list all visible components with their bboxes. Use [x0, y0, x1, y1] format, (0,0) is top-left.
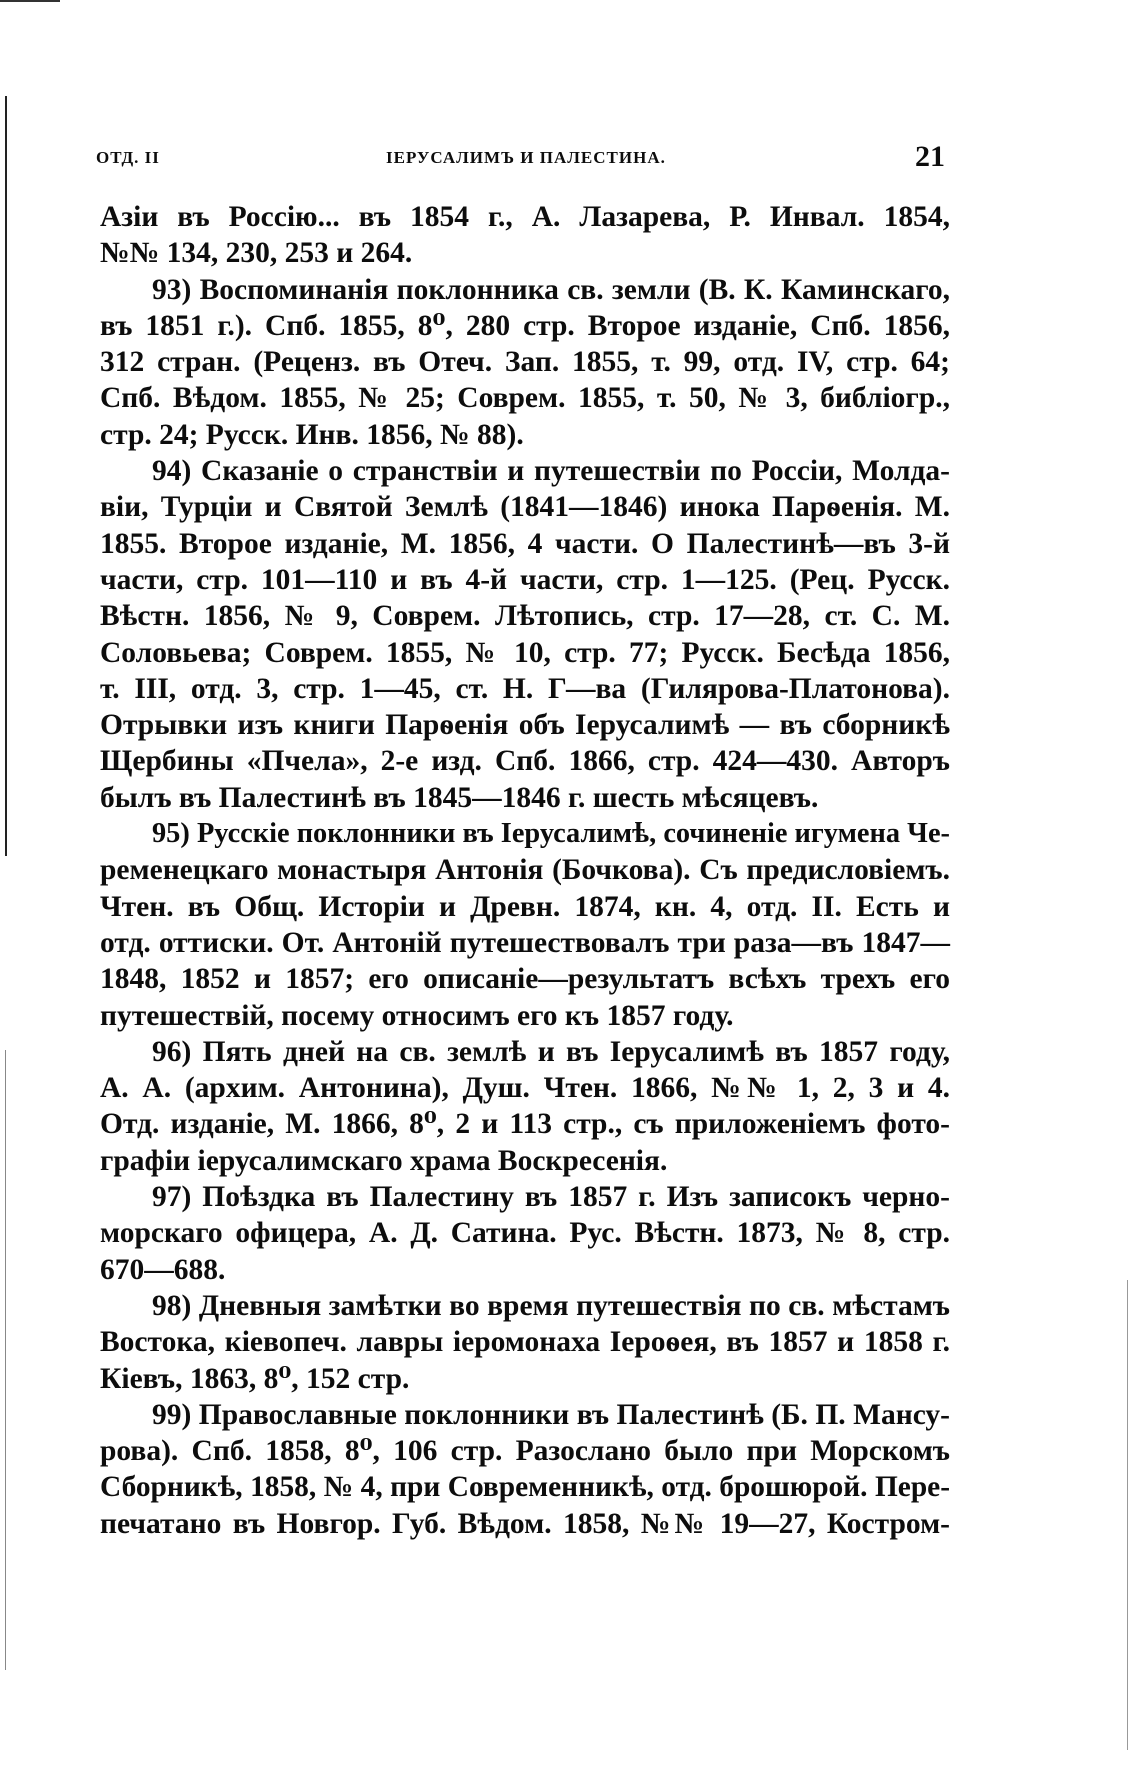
text-line: А. А. (архим. Антонина), Душ. Чтен. 1866, №№ 1, 2, 3 и 4. — [100, 1072, 950, 1105]
text-line: Соловьева; Соврем. 1855, № 10, стр. 77; Русск. Бесѣда 1856, — [100, 636, 950, 669]
scan-edge-mark-right — [1127, 1280, 1128, 1750]
text-line: Отрывки изъ книги Парѳенія объ Іерусалимѣ — въ сборникѣ — [100, 709, 950, 742]
text-line: 1848, 1852 и 1857; его описаніе—результатъ всѣхъ трехъ его — [100, 963, 950, 996]
text-line: №№ 134, 230, 253 и 264. — [100, 237, 413, 270]
text-line: віи, Турціи и Святой Землѣ (1841—1846) инока Парѳенія. М. — [100, 491, 950, 524]
scan-edge-mark-left — [5, 96, 7, 856]
text-line: отд. оттиски. От. Антоній путешествовалъ три раза—въ 1847— — [100, 926, 950, 959]
text-line: Отд. изданіе, М. 1866, 8⁰, 2 и 113 стр., съ приложеніемъ фото- — [100, 1108, 950, 1141]
text-line: рова). Спб. 1858, 8⁰, 106 стр. Разослано было при Морскомъ — [100, 1435, 950, 1468]
text-line: 95) Русскіе поклонники въ Іерусалимѣ, сочиненіе игумена Че- — [152, 818, 950, 850]
text-line: 670—688. — [100, 1253, 226, 1286]
text-line: 98) Дневныя замѣтки во время путешествія по св. мѣстамъ — [152, 1289, 950, 1322]
text-line: графіи іерусалимскаго храма Воскресенія. — [100, 1144, 668, 1177]
text-line: 312 стран. (Реценз. въ Отеч. Зап. 1855, т. 99, отд. IV, стр. 64; — [100, 346, 950, 379]
text-line: Сборникѣ, 1858, № 4, при Современникѣ, отд. брошюрой. Пере- — [100, 1471, 950, 1504]
text-line: Востока, кіевопеч. лавры іеромонаха Іероѳея, въ 1857 и 1858 г. — [100, 1326, 950, 1359]
text-line: 1855. Второе изданіе, М. 1856, 4 части. О Палестинѣ—въ 3-й — [100, 527, 950, 560]
page-number: 21 — [915, 140, 945, 173]
text-line: путешествій, посему относимъ его къ 1857 году. — [100, 999, 734, 1032]
text-line: ременецкаго монастыря Антонія (Бочкова). Съ предисловіемъ. — [100, 854, 950, 887]
bibliography-text — [100, 199, 950, 1542]
text-line: морскаго офицера, А. Д. Сатина. Рус. Вѣстн. 1873, № 8, стр. — [100, 1217, 950, 1250]
text-line: стр. 24; Русск. Инв. 1856, № 88). — [100, 418, 524, 451]
text-line: части, стр. 101—110 и въ 4-й части, стр. 1—125. (Рец. Русск. — [100, 563, 950, 596]
running-header — [96, 140, 949, 180]
text-line: Кіевъ, 1863, 8⁰, 152 стр. — [100, 1362, 410, 1395]
text-line: т. III, отд. 3, стр. 1—45, ст. Н. Г—ва (Гилярова-Платонова). — [100, 672, 950, 705]
text-line: былъ въ Палестинѣ въ 1845—1846 г. шесть мѣсяцевъ. — [100, 781, 819, 814]
scan-edge-mark-top — [0, 0, 60, 2]
text-line: Спб. Вѣдом. 1855, № 25; Соврем. 1855, т. 50, № 3, библіогр., — [100, 382, 950, 415]
text-line: Вѣстн. 1856, № 9, Соврем. Лѣтопись, стр. 17—28, ст. С. М. — [100, 600, 950, 633]
text-line: 99) Православные поклонники въ Палестинѣ (Б. П. Мансу- — [152, 1398, 950, 1431]
text-line: въ 1851 г.). Спб. 1855, 8⁰, 280 стр. Второе изданіе, Спб. 1856, — [100, 309, 950, 342]
section-label: ОТД. II — [96, 148, 160, 167]
text-line: 94) Сказаніе о странствіи и путешествіи по Россіи, Молда- — [152, 455, 950, 488]
text-line: 96) Пять дней на св. землѣ и въ Іерусалимѣ въ 1857 году, — [152, 1035, 950, 1068]
text-line: Азіи въ Россію... въ 1854 г., А. Лазарева, Р. Инвал. 1854, — [100, 201, 950, 233]
scan-edge-mark-left-lower — [5, 1050, 6, 1670]
text-line: Чтен. въ Общ. Исторіи и Древн. 1874, кн. 4, отд. II. Есть и — [100, 890, 950, 923]
text-line: 97) Поѣздка въ Палестину въ 1857 г. Изъ записокъ черно- — [152, 1181, 950, 1214]
text-line: 93) Воспоминанія поклонника св. земли (В. К. Каминскаго, — [152, 273, 950, 306]
running-title: IЕРУСАЛИМЪ И ПАЛЕСТИНА. — [386, 148, 666, 167]
text-line: печатано въ Новгор. Губ. Вѣдом. 1858, №№ 19—27, Костром- — [100, 1507, 950, 1540]
text-line: Щербины «Пчела», 2-е изд. Спб. 1866, стр. 424—430. Авторъ — [100, 745, 950, 778]
